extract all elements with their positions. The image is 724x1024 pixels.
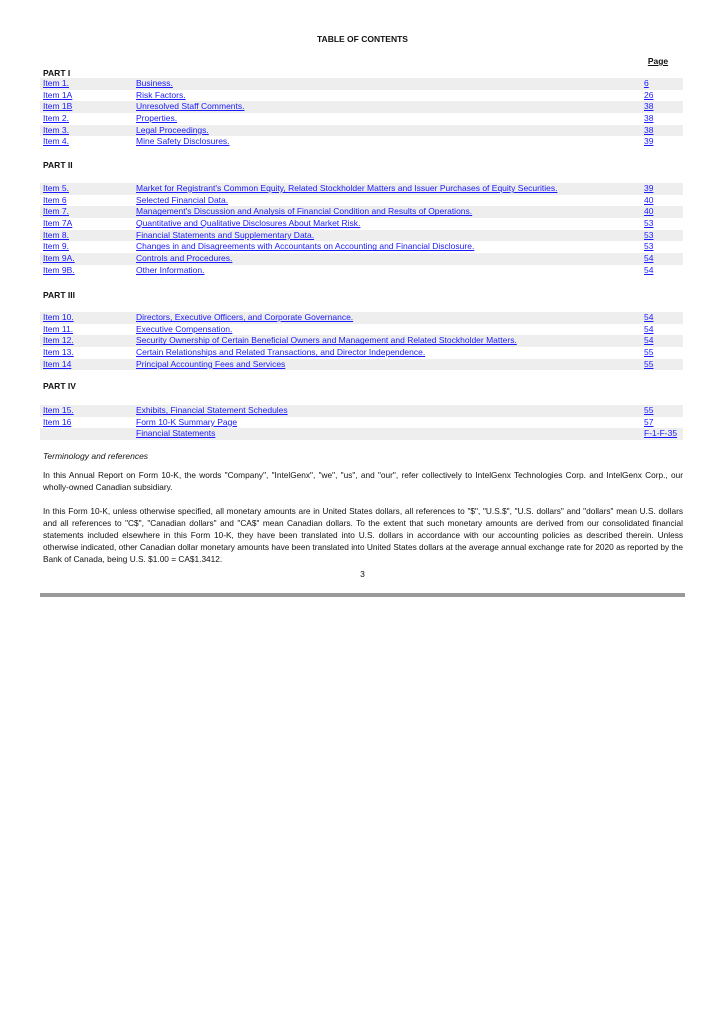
toc-item-cell (43, 230, 69, 242)
toc-description-link[interactable]: Controls and Procedures. (136, 253, 233, 264)
toc-page-cell (644, 428, 677, 440)
toc-page-link[interactable]: 40 (644, 206, 654, 217)
toc-item-link[interactable]: Item 3. (43, 124, 69, 135)
toc-item-cell (43, 241, 69, 253)
toc-page-link[interactable]: 53 (644, 218, 654, 229)
toc-page-cell (644, 113, 653, 125)
monetary-paragraph: In this Form 10-K, unless otherwise specified, all monetary amounts are in United States dollars, all references to "$", "U.S.$", "U.S. dollars" and "dollars" mean U.S. dollars and all references to "C$", "Canadian dollars" and "CA$" mean Canadian dollars. To the extent that such monetary amounts are derived from our consolidated financial statements included elsewhere in this Form 10-K, they have been translated into U.S. dollars in accordance with our accounting policies as described therein. Unless otherwise indicated, other Canadian dollar monetary amounts have been translated into United States dollars at the average annual exchange rate for 2020 as reported by the Bank of Canada, being U.S. $1.00 = CA$1.3412. (43, 506, 683, 564)
toc-item-cell (43, 206, 69, 218)
page-title: TABLE OF CONTENTS (317, 34, 408, 44)
toc-description-cell (136, 125, 209, 137)
toc-item-link[interactable]: Item 1A (43, 89, 73, 100)
part-label: PART I (43, 68, 71, 78)
toc-row (40, 347, 683, 359)
toc-description-cell (136, 218, 360, 230)
toc-page-cell (644, 78, 649, 90)
toc-page-link[interactable]: 39 (644, 183, 654, 193)
toc-page-link[interactable]: 38 (644, 124, 654, 135)
toc-description-cell (136, 136, 230, 148)
toc-page-cell (644, 359, 653, 371)
toc-item-cell (43, 417, 71, 429)
toc-item-cell (43, 90, 72, 102)
toc-row (40, 78, 683, 90)
toc-row (40, 417, 683, 429)
toc-row (40, 230, 683, 242)
toc-description-link[interactable]: Risk Factors. (136, 89, 186, 100)
toc-description-cell (136, 183, 557, 195)
toc-item-link[interactable]: Item 16 (43, 416, 72, 427)
toc-page-link[interactable]: 38 (644, 113, 654, 124)
toc-section-part-2 (40, 183, 683, 277)
toc-item-cell (43, 78, 69, 90)
toc-item-link[interactable]: Item 1. (43, 78, 69, 88)
toc-page-link[interactable]: 38 (644, 101, 654, 112)
toc-description-link[interactable]: Financial Statements (136, 428, 216, 439)
toc-page-cell (644, 265, 653, 277)
toc-item-cell (43, 335, 74, 347)
toc-page-cell (644, 125, 653, 137)
toc-item-link[interactable]: Item 1B (43, 101, 73, 112)
toc-description-cell (136, 428, 215, 440)
toc-description-link[interactable]: Business. (136, 78, 173, 88)
toc-description-cell (136, 101, 245, 113)
toc-description-link[interactable]: Legal Proceedings. (136, 124, 209, 135)
toc-description-cell (136, 417, 237, 429)
toc-item-link[interactable]: Item 6 (43, 194, 67, 205)
terminology-paragraph: In this Annual Report on Form 10-K, the words "Company", "IntelGenx", "we", "us", and "our", refer collectively to IntelGenx Technologies Corp. and IntelGenx Corp., our wholly-owned Canadian subsidiary. (43, 470, 683, 492)
toc-description-cell (136, 312, 353, 324)
toc-row (40, 218, 683, 230)
toc-row (40, 359, 683, 371)
toc-page-link[interactable]: 39 (644, 136, 654, 147)
toc-item-link[interactable]: Item 7. (43, 206, 69, 217)
toc-description-link[interactable]: Financial Statements and Supplementary Data. (136, 229, 315, 240)
toc-page-link[interactable]: 54 (644, 335, 654, 346)
toc-description-link[interactable]: Security Ownership of Certain Beneficial Owners and Management and Related Stockholder Matters. (136, 335, 517, 346)
toc-item-link[interactable]: Item 14 (43, 358, 72, 369)
footer-rule (40, 593, 685, 597)
toc-item-link[interactable]: Item 7A (43, 218, 73, 229)
toc-item-link[interactable]: Item 11. (43, 323, 74, 334)
toc-description-link[interactable]: Principal Accounting Fees and Services (136, 358, 286, 369)
part-label: PART IV (43, 381, 76, 391)
toc-item-link[interactable]: Item 13. (43, 347, 74, 358)
toc-item-cell (43, 101, 72, 113)
toc-description-cell (136, 359, 285, 371)
toc-row (40, 241, 683, 253)
toc-item-cell (43, 218, 72, 230)
toc-row (40, 265, 683, 277)
toc-item-link[interactable]: Item 8. (43, 229, 69, 240)
toc-item-cell (43, 265, 75, 277)
toc-item-cell (43, 359, 71, 371)
toc-row (40, 195, 683, 207)
toc-page-cell (644, 417, 653, 429)
toc-description-cell (136, 206, 472, 218)
toc-page-cell (644, 253, 653, 265)
toc-description-link[interactable]: Certain Relationships and Related Transactions, and Director Independence. (136, 347, 426, 358)
toc-row (40, 101, 683, 113)
toc-row (40, 428, 683, 440)
toc-row (40, 113, 683, 125)
toc-page-link[interactable]: 54 (644, 253, 654, 264)
part-label: PART II (43, 160, 73, 170)
toc-item-link[interactable]: Item 9B. (43, 264, 75, 275)
toc-item-cell (43, 195, 67, 207)
toc-page-link[interactable]: 53 (644, 229, 654, 240)
terminology-heading: Terminology and references (43, 451, 149, 461)
toc-description-link[interactable]: Form 10-K Summary Page (136, 416, 238, 427)
toc-item-link[interactable]: Item 4. (43, 136, 69, 147)
toc-description-link[interactable]: Management's Discussion and Analysis of Financial Condition and Results of Operations. (136, 206, 473, 217)
toc-page-cell (644, 101, 653, 113)
toc-description-cell (136, 230, 314, 242)
toc-page-link[interactable]: 55 (644, 405, 654, 415)
toc-page-cell (644, 335, 653, 347)
toc-page-link[interactable]: 54 (644, 312, 654, 322)
toc-page-cell (644, 195, 653, 207)
toc-item-cell (43, 183, 69, 195)
toc-section-part-3 (40, 312, 683, 370)
toc-description-cell (136, 253, 232, 265)
toc-description-cell (136, 90, 186, 102)
toc-row (40, 405, 683, 417)
toc-item-link[interactable]: Item 15. (43, 405, 74, 415)
toc-item-link[interactable]: Item 10. (43, 312, 74, 322)
toc-page-cell (644, 90, 653, 102)
toc-page-link[interactable]: 40 (644, 194, 654, 205)
toc-row (40, 183, 683, 195)
toc-description-cell (136, 335, 517, 347)
toc-row (40, 125, 683, 137)
toc-item-link[interactable]: Item 9. (43, 241, 69, 252)
toc-section-part-1 (40, 78, 683, 148)
toc-item-link[interactable]: Item 12. (43, 335, 74, 346)
toc-page-cell (644, 136, 653, 148)
toc-item-link[interactable]: Item 9A. (43, 253, 75, 264)
toc-page-cell (644, 405, 653, 417)
toc-description-link[interactable]: Executive Compensation. (136, 323, 233, 334)
toc-description-cell (136, 113, 177, 125)
toc-item-cell (43, 312, 74, 324)
toc-row (40, 324, 683, 336)
toc-description-cell (136, 324, 232, 336)
toc-page-link[interactable]: 54 (644, 323, 654, 334)
toc-page-cell (644, 183, 653, 195)
toc-item-link[interactable]: Item 2. (43, 113, 69, 124)
toc-item-cell (43, 253, 75, 265)
toc-section-part-4 (40, 405, 683, 440)
toc-page-link[interactable]: 6 (644, 78, 649, 88)
toc-page-link[interactable]: 26 (644, 89, 654, 100)
toc-description-link[interactable]: Changes in and Disagreements with Accountants on Accounting and Financial Disclosure. (136, 241, 475, 252)
toc-page-link[interactable]: 55 (644, 358, 654, 369)
toc-description-link[interactable]: Exhibits, Financial Statement Schedules (136, 405, 288, 415)
toc-item-cell (43, 136, 69, 148)
toc-row (40, 206, 683, 218)
toc-page-cell (644, 241, 653, 253)
toc-page-cell (644, 312, 653, 324)
toc-row (40, 90, 683, 102)
toc-page-cell (644, 324, 653, 336)
toc-description-link[interactable]: Properties. (136, 113, 178, 124)
toc-page-link[interactable]: 53 (644, 241, 654, 252)
toc-row (40, 312, 683, 324)
toc-page-cell (644, 206, 653, 218)
toc-item-cell (43, 125, 69, 137)
toc-page-link[interactable]: 55 (644, 347, 654, 358)
toc-description-link[interactable]: Mine Safety Disclosures. (136, 136, 230, 147)
toc-page-link[interactable]: 57 (644, 416, 654, 427)
toc-description-cell (136, 405, 288, 417)
toc-row (40, 335, 683, 347)
toc-description-cell (136, 241, 474, 253)
part-label: PART III (43, 290, 75, 300)
toc-row (40, 136, 683, 148)
toc-description-link[interactable]: Quantitative and Qualitative Disclosures About Market Risk. (136, 218, 361, 229)
toc-description-cell (136, 195, 228, 207)
toc-item-cell (43, 405, 74, 417)
toc-page-link[interactable]: F-1-F-35 (644, 428, 678, 439)
toc-item-cell (43, 324, 73, 336)
toc-description-link[interactable]: Market for Registrant's Common Equity, Related Stockholder Matters and Issuer Purchases of Equity Securities. (136, 183, 558, 193)
toc-item-cell (43, 347, 74, 359)
toc-page-cell (644, 218, 653, 230)
page-column-header: Page (647, 56, 669, 66)
toc-description-link[interactable]: Directors, Executive Officers, and Corporate Governance. (136, 312, 354, 322)
toc-description-link[interactable]: Other Information. (136, 264, 205, 275)
toc-item-link[interactable]: Item 5. (43, 183, 69, 193)
toc-description-link[interactable]: Unresolved Staff Comments. (136, 101, 245, 112)
toc-description-cell (136, 265, 205, 277)
toc-page-cell (644, 230, 653, 242)
toc-description-cell (136, 347, 425, 359)
page-number: 3 (360, 569, 365, 579)
toc-row (40, 253, 683, 265)
toc-page-link[interactable]: 54 (644, 264, 654, 275)
toc-page-cell (644, 347, 653, 359)
toc-description-cell (136, 78, 173, 90)
toc-description-link[interactable]: Selected Financial Data. (136, 194, 229, 205)
toc-item-cell (43, 113, 69, 125)
